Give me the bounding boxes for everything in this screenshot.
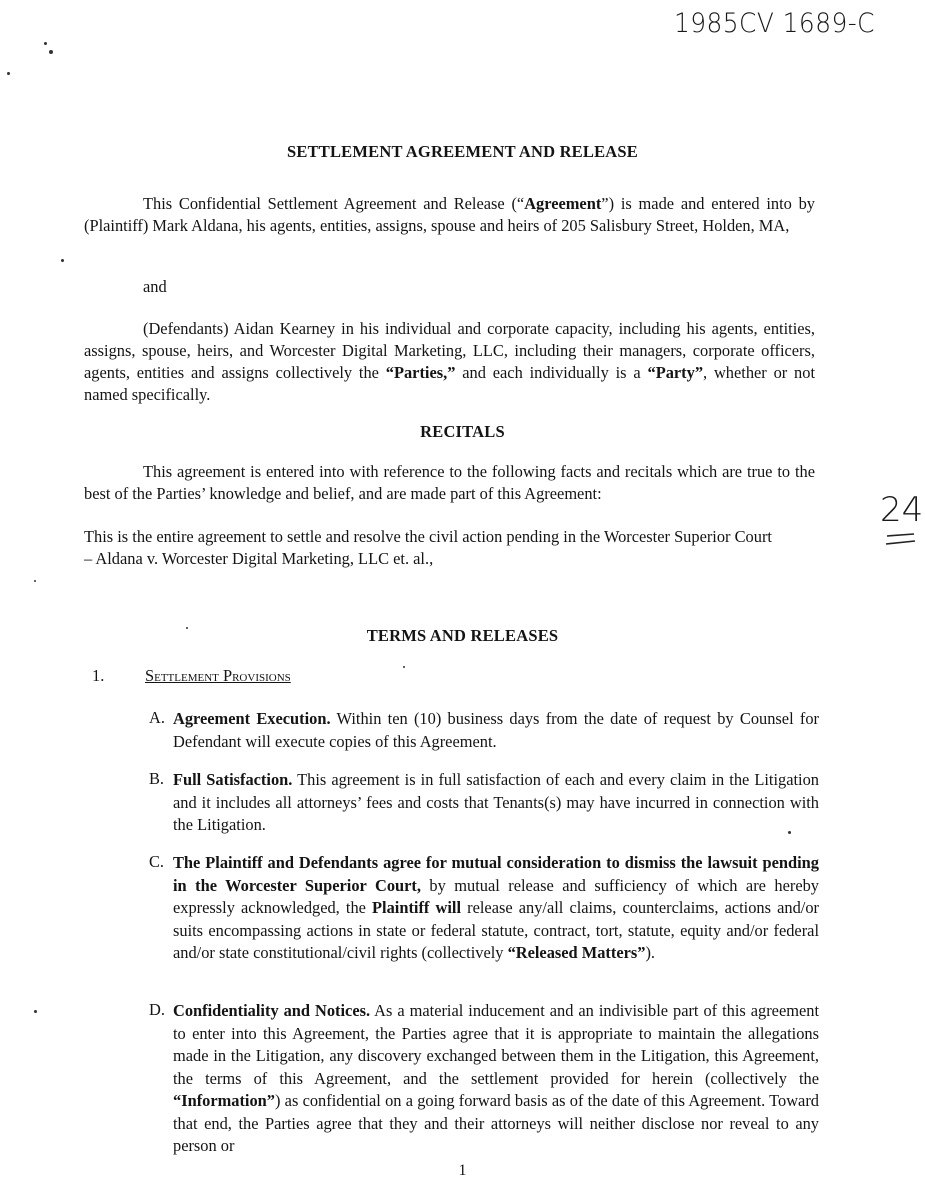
- provision-letter: D.: [149, 1000, 165, 1019]
- intro-text-b: ”) is made and entered into by (Plaintiff) Mark Aldana, his agents, entities, assigns, spouse and heirs of 205 Salisbury Street, Holden, MA,: [84, 194, 815, 235]
- provision-body: [173, 769, 819, 837]
- provision-body: [173, 1000, 819, 1158]
- defendants-text-a: (Defendants) Aidan Kearney in his individual and corporate capacity, including his agents, entities, assigns, spouse, heirs, and Worcester Digital Marketing, LLC, including their managers, corporate officers, agents, entities and assigns collectively the: [84, 319, 815, 382]
- handwritten-margin-number: 24: [880, 490, 924, 530]
- intro-text-a: This Confidential Settlement Agreement and Release (“: [143, 194, 525, 213]
- provision-title: The Plaintiff and Defendants agree for mutual consideration to dismiss the lawsuit pending in the Worcester Superior Court,: [173, 853, 819, 895]
- scan-speck: [61, 259, 64, 262]
- scan-speck: [7, 72, 10, 75]
- defendants-text-b: and each individually is a: [455, 363, 648, 382]
- scan-speck: [49, 50, 53, 54]
- section-number: 1.: [92, 666, 105, 685]
- recitals-paragraph: This agreement is entered into with reference to the following facts and recitals which are true to the best of the Parties’ knowledge and belief, and are made part of this Agreement:: [84, 462, 815, 503]
- provision-body: [173, 708, 819, 753]
- handwritten-case-number: 1985CV 1689-C: [674, 8, 875, 39]
- provision-body: [173, 852, 819, 965]
- and-line: and: [143, 277, 167, 296]
- scan-speck: [34, 580, 36, 582]
- provision-letter: C.: [149, 852, 165, 871]
- defendants-text-c: , whether or not named specifically.: [84, 363, 815, 404]
- provision-title: Full Satisfaction.: [173, 770, 293, 789]
- intro-paragraph: [84, 193, 815, 237]
- document-title: SETTLEMENT AGREEMENT AND RELEASE: [286, 142, 638, 161]
- provision-text: Within ten (10) business days from the date of request by Counsel for Defendant will execute copies of this Agreement.: [173, 709, 820, 751]
- entire-agreement-paragraph: This is the entire agreement to settle and resolve the civil action pending in the Worcester Superior Court – Aldana v. Worcester Digital Marketing, LLC et. al.,: [84, 527, 772, 568]
- section-title: Settlement Provisions: [145, 666, 291, 685]
- page-number: 1: [458, 1162, 467, 1179]
- provision-text: ).: [645, 943, 656, 962]
- provision-text: release any/all claims, counterclaims, actions and/or suits encompassing actions in state or federal statute, contract, tort, statute, equity and/or federal and/or state constitutional/civil rights (collectively: [173, 898, 819, 962]
- party-term: “Party”: [647, 363, 704, 382]
- provision-text: As a material inducement and an indivisible part of this agreement to enter into this Agreement, the Parties agree that it is appropriate to maintain the allegations made in the Litigation, any discovery exchanged between them in the Litigation, this Agreement, the terms of this Agreement, and the settlement provided for herein (collectively the: [173, 1001, 819, 1088]
- provision-title: Confidentiality and Notices.: [173, 1001, 371, 1020]
- scan-speck: [44, 42, 47, 45]
- provision-text: This agreement is in full satisfaction of each and every claim in the Litigation and it includes all attorneys’ fees and costs that Tenants(s) may have incurred in connection with the Litigation.: [173, 770, 819, 834]
- provision-letter: B.: [149, 769, 165, 788]
- provision-letter: A.: [149, 708, 165, 727]
- scan-speck: [403, 666, 405, 668]
- released-matters-term: “Released Matters”: [507, 943, 646, 962]
- provision-text: ) as confidential on a going forward basis as of the date of this Agreement. Toward that end, the Parties agree that they and their attorneys will neither disclose nor reveal to any person or: [173, 1091, 819, 1155]
- provision-text: by mutual release and sufficiency of which are hereby expressly acknowledged, the: [173, 875, 819, 917]
- scan-speck: [34, 1010, 37, 1013]
- plaintiff-will-term: Plaintiff will: [372, 898, 462, 917]
- provision-title: Agreement Execution.: [173, 709, 331, 728]
- information-term: “Information”: [173, 1091, 275, 1110]
- recitals-heading: RECITALS: [420, 422, 505, 441]
- terms-heading: TERMS AND RELEASES: [366, 626, 559, 645]
- defendants-paragraph: [84, 318, 815, 406]
- parties-term: “Parties,”: [385, 363, 456, 382]
- agreement-term: Agreement: [524, 194, 602, 213]
- double-underline-mark: [884, 532, 918, 546]
